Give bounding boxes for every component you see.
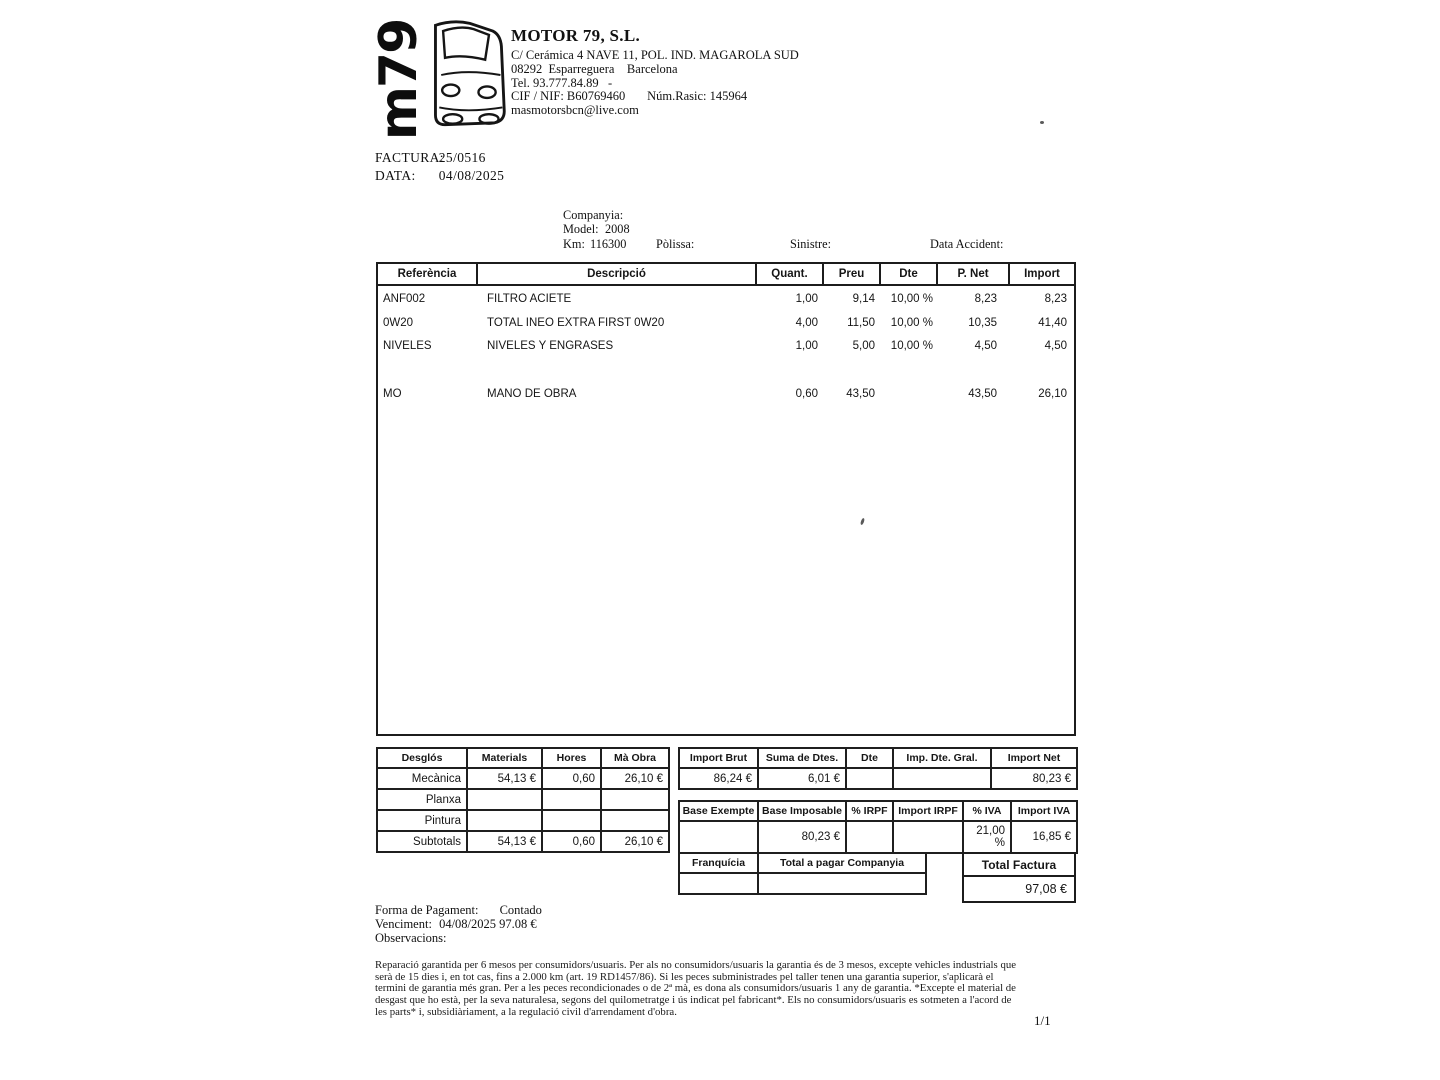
header-referencia: Referència bbox=[378, 264, 478, 284]
company-header bbox=[511, 26, 799, 118]
item-ref: NIVELES bbox=[383, 340, 432, 352]
item-ref: MO bbox=[383, 388, 402, 400]
company-name: MOTOR 79, S.L. bbox=[511, 26, 641, 45]
tax-header: % IVA bbox=[963, 801, 1011, 821]
franquicia-header: Franquícia bbox=[679, 853, 758, 873]
companyia-label: Companyia: bbox=[563, 208, 624, 222]
item-preu: 9,14 bbox=[852, 293, 875, 305]
company-city: 08292 Esparreguera Barcelona bbox=[511, 61, 678, 76]
km-value: 116300 bbox=[590, 237, 627, 251]
import-net-value: 80,23 € bbox=[991, 768, 1077, 789]
header-pnet: P. Net bbox=[938, 264, 1010, 284]
item-preu: 5,00 bbox=[852, 340, 875, 352]
desglos-hores bbox=[542, 789, 601, 810]
item-pnet: 10,35 bbox=[968, 317, 997, 329]
franquicia-table bbox=[678, 852, 927, 895]
total-factura-box bbox=[962, 852, 1076, 903]
company-cif: CIF / NIF: B60769460 Núm.Rasic: 145964 bbox=[511, 89, 748, 104]
payment-label: Forma de Pagament: bbox=[375, 903, 479, 917]
item-pnet: 8,23 bbox=[974, 293, 997, 305]
item-dte: 10,00 % bbox=[890, 293, 933, 305]
factura-number: 25/0516 bbox=[438, 150, 486, 165]
table-row bbox=[679, 821, 1077, 853]
table-row bbox=[679, 873, 926, 894]
header-dte: Dte bbox=[881, 264, 938, 284]
desglos-header: Desglós bbox=[377, 748, 467, 768]
data-accident-label: Data Accident: bbox=[930, 237, 1004, 251]
desglos-materials: 54,13 € bbox=[467, 831, 542, 852]
tax-header: % IRPF bbox=[846, 801, 893, 821]
items-table-header bbox=[378, 264, 1074, 286]
item-ref: 0W20 bbox=[383, 317, 414, 329]
items-table bbox=[376, 262, 1076, 736]
desglos-label: Pintura bbox=[377, 810, 467, 831]
item-dte bbox=[881, 388, 938, 400]
item-import: 8,23 bbox=[1044, 293, 1067, 305]
item-import: 4,50 bbox=[1044, 340, 1067, 352]
franquicia-value bbox=[679, 873, 758, 894]
company-phone: Tel. 93.777.84.89 - bbox=[511, 75, 613, 90]
iva-import-value: 16,85 € bbox=[1011, 821, 1077, 853]
tax-header: Base Imposable bbox=[758, 801, 846, 821]
venciment-label: Venciment: bbox=[375, 917, 432, 931]
desglos-header: Materials bbox=[467, 748, 542, 768]
table-row bbox=[377, 810, 669, 831]
table-row bbox=[378, 317, 1074, 329]
item-pnet: 4,50 bbox=[974, 340, 997, 352]
company-address: C/ Cerámica 4 NAVE 11, POL. IND. MAGAROLA SUD bbox=[511, 48, 799, 62]
table-row bbox=[377, 831, 669, 852]
total-factura-value: 97,08 € bbox=[1025, 882, 1067, 896]
table-row bbox=[378, 293, 1074, 305]
logo-m79-text: m79 bbox=[369, 19, 429, 141]
item-desc: MANO DE OBRA bbox=[487, 388, 577, 400]
venciment-line bbox=[375, 917, 537, 932]
venciment-value: 04/08/2025 97.08 € bbox=[439, 917, 537, 931]
item-desc: TOTAL INEO EXTRA FIRST 0W20 bbox=[487, 317, 665, 329]
base-imposable-value: 80,23 € bbox=[758, 821, 846, 853]
tax-header: Import IVA bbox=[1011, 801, 1077, 821]
company-email: masmotorsbcn@live.com bbox=[511, 103, 639, 118]
import-header: Dte bbox=[846, 748, 893, 768]
item-quant: 4,00 bbox=[795, 317, 818, 329]
scan-artifact bbox=[1040, 121, 1044, 124]
date-value: 04/08/2025 bbox=[438, 167, 505, 183]
polissa-label: Pòlissa: bbox=[656, 237, 695, 251]
item-preu: 43,50 bbox=[846, 388, 875, 400]
desglos-label: Subtotals bbox=[377, 831, 467, 852]
imp-dte-gral-value bbox=[893, 768, 991, 789]
irpf-import-value bbox=[893, 821, 963, 853]
header-preu: Preu bbox=[824, 264, 881, 284]
item-desc: NIVELES Y ENGRASES bbox=[487, 340, 614, 352]
desglos-maobra bbox=[601, 810, 669, 831]
payment-value: Contado bbox=[499, 903, 542, 917]
item-quant: 1,00 bbox=[795, 340, 818, 352]
item-desc: FILTRO ACIETE bbox=[487, 293, 572, 305]
desglos-materials bbox=[467, 789, 542, 810]
table-row bbox=[378, 340, 1074, 352]
model-value: 2008 bbox=[605, 222, 630, 236]
import-brut-value: 86,24 € bbox=[679, 768, 758, 789]
table-row bbox=[378, 388, 1074, 400]
total-factura-label: Total Factura bbox=[964, 854, 1074, 877]
base-exempte-value bbox=[679, 821, 758, 853]
item-dte: 10,00 % bbox=[890, 317, 933, 329]
header-import: Import bbox=[1024, 268, 1060, 280]
header-quant: Quant. bbox=[757, 264, 824, 284]
table-row bbox=[377, 789, 669, 810]
table-row bbox=[679, 768, 1077, 789]
suma-dtes-value: 6,01 € bbox=[758, 768, 846, 789]
desglos-header: Mà Obra bbox=[601, 748, 669, 768]
desglos-hores: 0,60 bbox=[542, 768, 601, 789]
item-quant: 0,60 bbox=[795, 388, 818, 400]
item-import: 26,10 bbox=[1038, 388, 1067, 400]
tax-header: Base Exempte bbox=[679, 801, 758, 821]
item-preu: 11,50 bbox=[847, 317, 875, 329]
legal-text: Reparació garantida per 6 mesos per consumidors/usuaris. Per als no consumidors/usuaris la garantia és de 3 mesos, excepte vehicles industrials que serà de 15 dies i, en tot cas, fins a 2.000 km (art. 19 RD1457/86). Si les peces subministrades pel taller tenen una garantia superior, s'aplicarà el termini de garantia més gran. Per a les peces recondicionades o de 2ª mà, es dona als consumidors/usuaris 1 any de garantia. *Excepte el material de desgast que ho està, per la seva naturalesa, segons del quilometratge i ús indicat pel fabricant*. Els no consumidors/usuaris es sotmeten a l'acord de les parts* i, subsidiàriament, a la regulació civil d'arrendament d'obra. bbox=[375, 959, 1017, 1018]
desglos-table bbox=[376, 747, 670, 853]
item-quant: 1,00 bbox=[795, 293, 818, 305]
invoice-id-block bbox=[375, 149, 504, 184]
tax-header: Import IRPF bbox=[893, 801, 963, 821]
desglos-hores: 0,60 bbox=[542, 831, 601, 852]
sinistre-label: Sinistre: bbox=[790, 237, 831, 251]
import-summary-table bbox=[678, 747, 1078, 790]
import-header: Suma de Dtes. bbox=[758, 748, 846, 768]
total-companyia-value bbox=[758, 873, 926, 894]
tax-summary-table bbox=[678, 800, 1078, 854]
iva-pct-value: 21,00 % bbox=[963, 821, 1011, 853]
desglos-label: Mecànica bbox=[377, 768, 467, 789]
item-import: 41,40 bbox=[1038, 317, 1067, 329]
desglos-maobra: 26,10 € bbox=[601, 831, 669, 852]
header-descripcio: Descripció bbox=[478, 264, 757, 284]
km-label: Km: bbox=[563, 237, 585, 251]
import-header: Import Brut bbox=[679, 748, 758, 768]
desglos-materials bbox=[467, 810, 542, 831]
item-pnet: 43,50 bbox=[968, 388, 997, 400]
desglos-label: Planxa bbox=[377, 789, 467, 810]
page-number: 1/1 bbox=[1034, 1013, 1051, 1028]
observacions-label: Observacions: bbox=[375, 931, 447, 945]
desglos-hores bbox=[542, 810, 601, 831]
car-logo-icon bbox=[424, 16, 510, 134]
date-label: DATA: bbox=[375, 167, 416, 183]
desglos-materials: 54,13 € bbox=[467, 768, 542, 789]
desglos-header: Hores bbox=[542, 748, 601, 768]
model-label: Model: bbox=[563, 222, 599, 236]
item-ref: ANF002 bbox=[383, 293, 426, 305]
franquicia-header: Total a pagar Companyia bbox=[758, 853, 926, 873]
payment-line bbox=[375, 903, 542, 918]
irpf-pct-value bbox=[846, 821, 893, 853]
desglos-maobra bbox=[601, 789, 669, 810]
import-header: Import Net bbox=[991, 748, 1077, 768]
dte-value bbox=[846, 768, 893, 789]
import-header: Imp. Dte. Gral. bbox=[893, 748, 991, 768]
table-row bbox=[377, 768, 669, 789]
desglos-maobra: 26,10 € bbox=[601, 768, 669, 789]
factura-label: FACTURA: bbox=[375, 150, 444, 165]
item-dte: 10,00 % bbox=[890, 340, 933, 352]
